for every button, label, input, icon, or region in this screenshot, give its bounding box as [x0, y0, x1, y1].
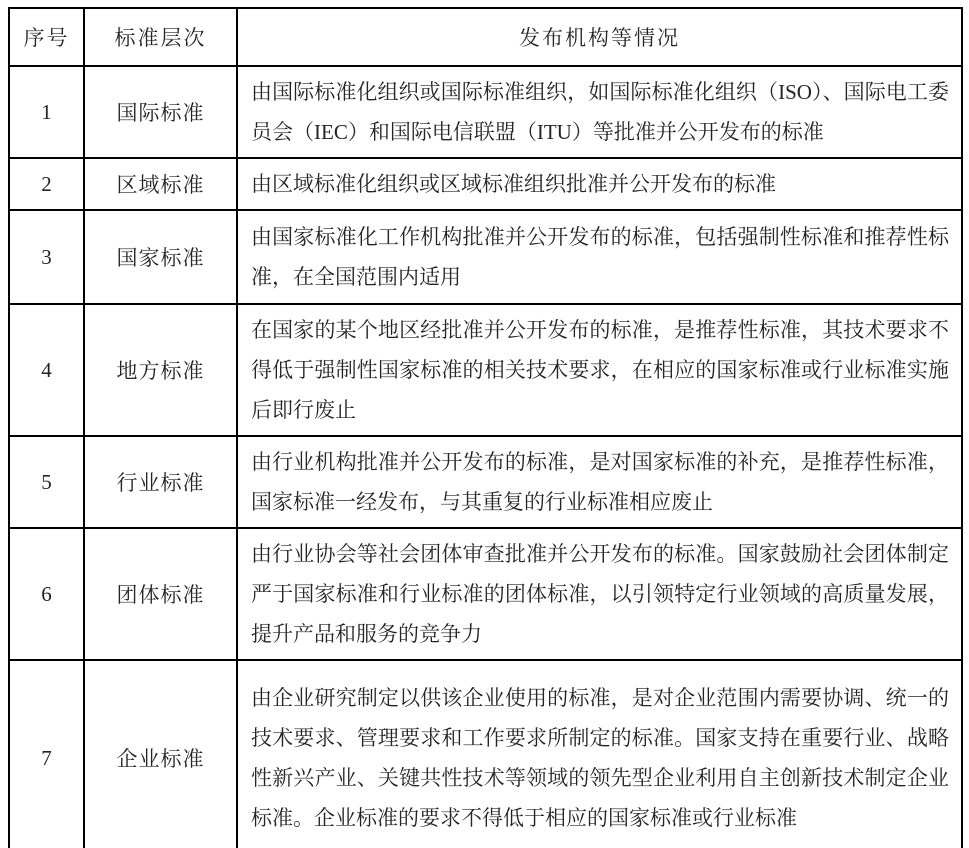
- row-number-cell: 5: [9, 436, 84, 528]
- row-number-cell: 4: [9, 304, 84, 436]
- standard-level-cell: 国际标准: [84, 66, 237, 158]
- table-row: [9, 304, 962, 436]
- standard-level-cell: 地方标准: [84, 304, 237, 436]
- table-row: [9, 66, 962, 158]
- description-cell: 在国家的某个地区经批准并公开发布的标准，是推荐性标准，其技术要求不得低于强制性国家标准的相关技术要求，在相应的国家标准或行业标准实施后即行废止: [237, 304, 962, 436]
- table-row: [9, 210, 962, 304]
- standard-level-cell: 区域标准: [84, 158, 237, 210]
- description-cell: 由国际标准化组织或国际标准组织，如国际标准化组织（ISO）、国际电工委员会（IEC）和国际电信联盟（ITU）等批准并公开发布的标准: [237, 66, 962, 158]
- table-row: [9, 436, 962, 528]
- standards-table: [8, 7, 963, 848]
- row-number-cell: 3: [9, 210, 84, 304]
- description-cell: 由行业协会等社会团体审查批准并公开发布的标准。国家鼓励社会团体制定严于国家标准和行业标准的团体标准，以引领特定行业领域的高质量发展，提升产品和服务的竞争力: [237, 528, 962, 660]
- table-row: [9, 528, 962, 660]
- table-row: [9, 660, 962, 848]
- standard-level-cell: 企业标准: [84, 660, 237, 848]
- standard-level-cell: 行业标准: [84, 436, 237, 528]
- description-cell: 由企业研究制定以供该企业使用的标准，是对企业范围内需要协调、统一的技术要求、管理要求和工作要求所制定的标准。国家支持在重要行业、战略性新兴产业、关键共性技术等领域的领先型企业利用自主创新技术制定企业标准。企业标准的要求不得低于相应的国家标准或行业标准: [237, 660, 962, 848]
- header-cell-desc: 发布机构等情况: [237, 8, 962, 66]
- header-cell-no: 序号: [9, 8, 84, 66]
- description-cell: 由区域标准化组织或区域标准组织批准并公开发布的标准: [237, 158, 962, 210]
- row-number-cell: 2: [9, 158, 84, 210]
- row-number-cell: 6: [9, 528, 84, 660]
- standard-level-cell: 团体标准: [84, 528, 237, 660]
- description-cell: 由行业机构批准并公开发布的标准，是对国家标准的补充，是推荐性标准，国家标准一经发布，与其重复的行业标准相应废止: [237, 436, 962, 528]
- table-header-row: [9, 8, 962, 66]
- table-row: [9, 158, 962, 210]
- row-number-cell: 7: [9, 660, 84, 848]
- standard-level-cell: 国家标准: [84, 210, 237, 304]
- row-number-cell: 1: [9, 66, 84, 158]
- description-cell: 由国家标准化工作机构批准并公开发布的标准，包括强制性标准和推荐性标准，在全国范围内适用: [237, 210, 962, 304]
- header-cell-level: 标准层次: [84, 8, 237, 66]
